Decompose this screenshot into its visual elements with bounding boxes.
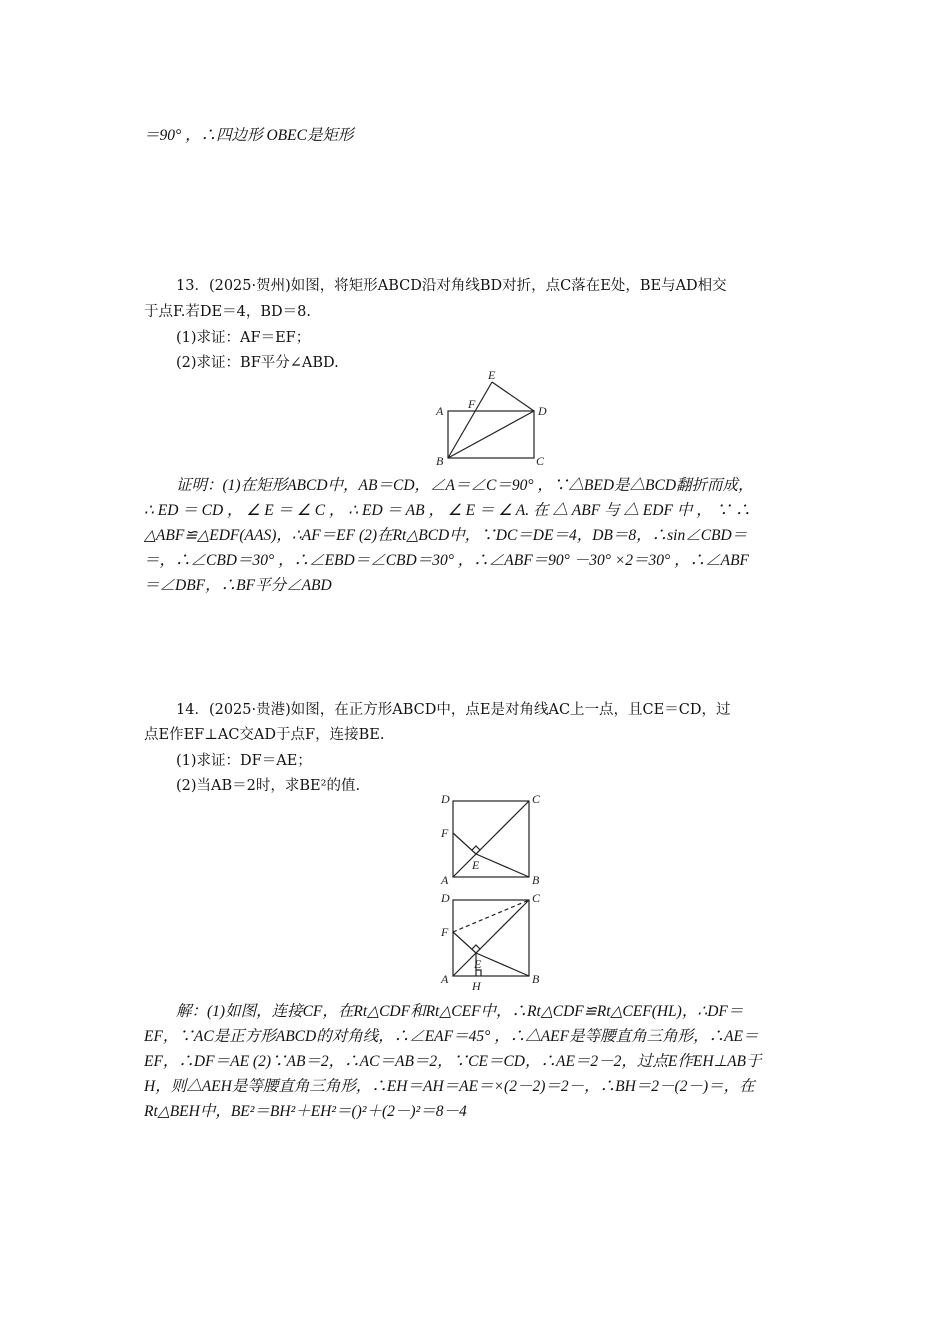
q14-fig1-label-D: D (441, 792, 450, 806)
q14-figure-2 (438, 890, 548, 994)
q14-answer-line-5: Rt△BEH中，BE²＝BH²＋EH²＝()²＋(2－)²＝8－4 (144, 1103, 467, 1120)
q14-fig1-label-E: E (472, 858, 480, 872)
q14-answer-line-4: H，则△AEH是等腰直角三角形，∴EH＝AH＝AE＝×(2－2)＝2－，∴BH＝2－(2－)＝，在 (144, 1078, 755, 1095)
q14-answer-line-2: EF，∵AC是正方形ABCD的对角线，∴∠EAF＝45° ，∴△AEF是等腰直角三角形，∴AE＝ (144, 1028, 759, 1045)
q13-label-C: C (536, 454, 545, 468)
q14-fig1-label-F: F (441, 826, 449, 840)
q14-fig2-label-E: E (474, 957, 482, 971)
q13-answer-line-5: ＝∠DBF，∴BF平分∠ABD (144, 577, 332, 594)
q14-fig2-label-D: D (441, 891, 450, 905)
q14-fig2-label-B: B (532, 972, 540, 986)
q14-answer-line-3: EF，∴DF＝AE (2)∵AB＝2，∴AC＝AB＝2，∵CE＝CD，∴AE＝2－2，过点E作EH⊥AB于 (144, 1053, 762, 1070)
q14-fig2-label-H: H (472, 979, 481, 993)
q14-fig1-label-B: B (532, 873, 540, 887)
q13-part-2: (2)求证：BF平分∠ABD. (176, 355, 339, 371)
q13-answer-line-1: 证明：(1)在矩形ABCD中，AB＝CD，∠A＝∠C＝90° ，∵△BED是△BCD翻折而成， (176, 477, 754, 494)
q13-answer-line-2: ∴ ED ＝ CD ， ∠ E ＝ ∠ C ， ∴ ED ＝ AB ， ∠ E ＝ ∠ A. 在 △ ABF 与 △ EDF 中 ， ∵ ∴ (144, 502, 751, 519)
q14-fig2-label-C: C (532, 891, 541, 905)
q14-part-2: (2)当AB＝2时，求BE²的值. (176, 778, 361, 794)
q13-part-1: (1)求证：AF＝EF； (176, 330, 311, 346)
q13-answer-line-4: ＝，∴∠CBD＝30° ，∴∠EBD＝∠CBD＝30° ，∴∠ABF＝90° －30° ×2＝30° ，∴∠ABF (144, 552, 750, 569)
q13-stem-line-2: 于点F.若DE＝4，BD＝8. (144, 304, 311, 320)
answer-continuation: ＝90° ，∴四边形 OBEC是矩形 (144, 127, 354, 144)
q14-figure-1 (438, 792, 548, 890)
q14-fig2-label-F: F (441, 925, 449, 939)
q14-stem-line-2: 点E作EF⊥AC交AD于点F，连接BE. (144, 727, 385, 743)
q14-part-1: (1)求证：DF＝AE； (176, 753, 312, 769)
q14-fig1-label-C: C (532, 792, 541, 806)
q13-label-A: A (436, 404, 444, 418)
q13-label-F: F (468, 397, 476, 411)
q13-answer-line-3: △ABF≌△EDF(AAS)，∴AF＝EF (2)在Rt△BCD中，∵DC＝DE＝4，DB＝8，∴sin∠CBD＝ (144, 527, 748, 544)
q14-stem-line-1: 14．(2025·贵港)如图，在正方形ABCD中，点E是对角线AC上一点，且CE＝CD，过 (176, 702, 731, 718)
q14-answer-line-1: 解：(1)如图，连接CF，在Rt△CDF和Rt△CEF中，∴Rt△CDF≌Rt△CEF(HL)，∴DF＝ (176, 1003, 744, 1020)
q14-fig2-label-A: A (441, 972, 449, 986)
q13-figure (430, 368, 560, 466)
q13-label-B: B (436, 454, 444, 468)
q13-label-D: D (538, 404, 547, 418)
q14-fig1-label-A: A (441, 873, 449, 887)
q13-label-E: E (488, 368, 496, 382)
q13-stem-line-1: 13．(2025·贺州)如图，将矩形ABCD沿对角线BD对折，点C落在E处，BE与AD相交 (176, 278, 727, 294)
